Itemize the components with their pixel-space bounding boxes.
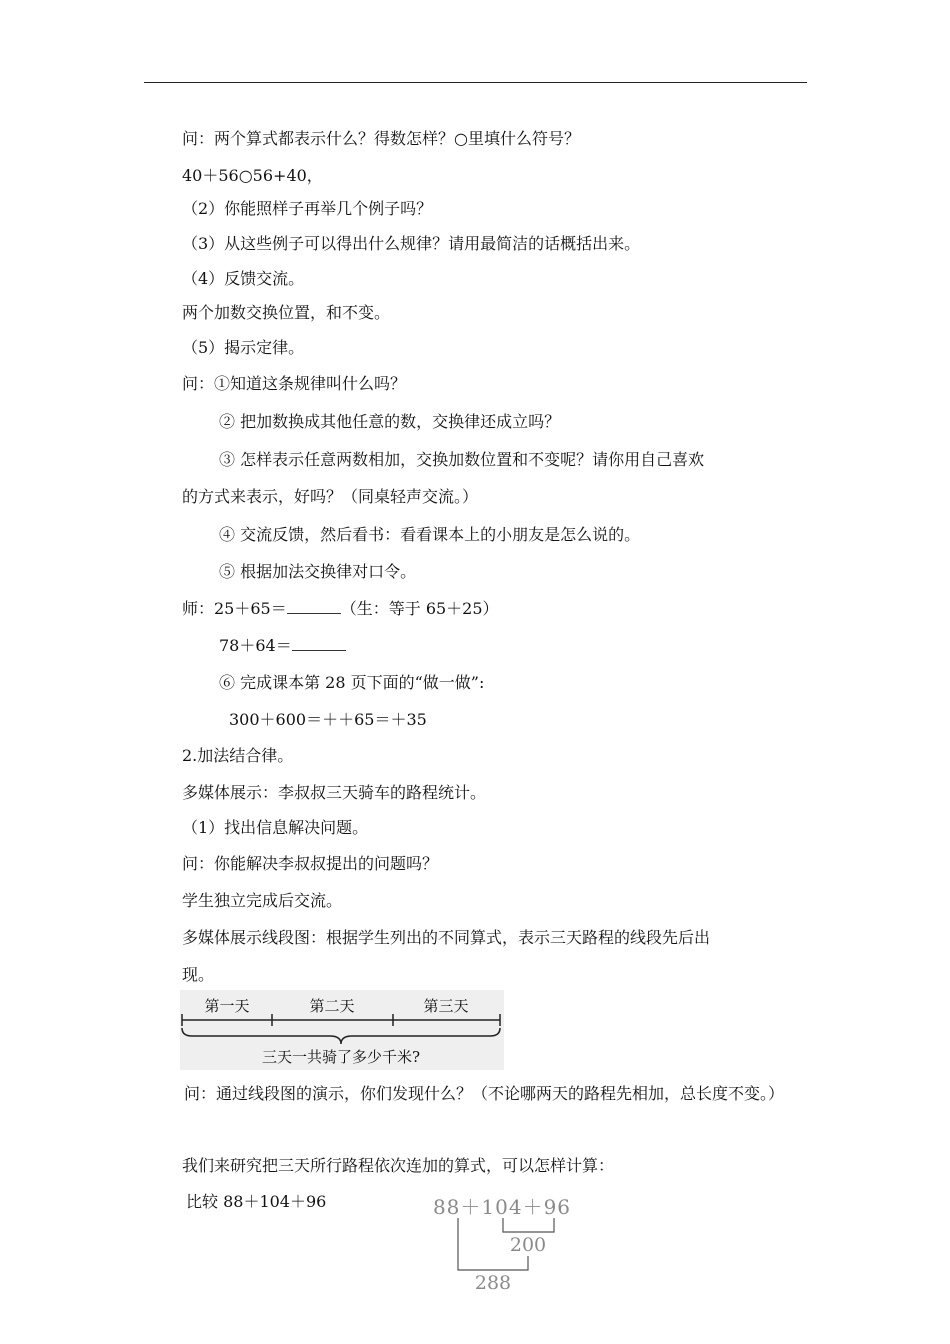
text-fragment: 不变。）: [728, 1084, 785, 1103]
text-line: 现。: [182, 965, 215, 984]
text-line: ③ 怎样表示任意两数相加，交换加数位置和不变呢？请你用自己喜欢: [219, 450, 705, 469]
segment-question: 三天一共骑了多少千米?: [261, 1048, 421, 1066]
calc-expression: 88＋104＋96: [432, 1195, 572, 1219]
text-fragment: 问：通过线段图的演示，你们发现什么？（不论哪两天的路程先相加，总长度: [184, 1084, 729, 1103]
text-line: 比较 88＋104＋96: [186, 1192, 327, 1211]
text-line: 问：你能解决李叔叔提出的问题吗？: [182, 854, 439, 873]
text-line: ④ 交流反馈，然后看书：看看课本上的小朋友是怎么说的。: [219, 525, 641, 544]
text-line: [219, 636, 346, 656]
header-rule: [144, 82, 807, 83]
text-line: ⑤ 根据加法交换律对口令。: [219, 562, 417, 581]
text-line: 问：两个算式都表示什么？得数怎样？○里填什么符号？: [182, 129, 580, 148]
text-line: [182, 599, 499, 619]
text-line: （2）你能照样子再举几个例子吗？: [182, 199, 433, 218]
text-paragraph: [144, 1076, 807, 1112]
total-sum: 288: [474, 1272, 512, 1294]
text-fragment: 师：25＋65＝: [182, 599, 287, 618]
text-line: （4）反馈交流。: [182, 269, 305, 288]
segment-diagram: [180, 990, 504, 1070]
answer-blank: [287, 599, 341, 614]
text-fragment: 78＋64＝: [219, 636, 292, 655]
text-line: 多媒体展示：李叔叔三天骑车的路程统计。: [182, 783, 487, 802]
partial-sum: 200: [509, 1234, 547, 1256]
text-line: 2.加法结合律。: [182, 746, 294, 765]
text-line: （3）从这些例子可以得出什么规律？请用最简洁的话概括出来。: [182, 234, 641, 253]
text-line: ⑥ 完成课本第 28 页下面的“做一做”:: [219, 673, 485, 692]
segment-label-day2: 第二天: [309, 997, 355, 1015]
text-line: 学生独立完成后交流。: [182, 891, 343, 910]
text-line: 多媒体展示线段图：根据学生列出的不同算式，表示三天路程的线段先后出: [182, 928, 711, 947]
text-line: 两个加数交换位置，和不变。: [182, 303, 391, 322]
text-line: 的方式来表示，好吗？（同桌轻声交流。）: [182, 487, 479, 506]
answer-blank: [292, 636, 346, 651]
segment-label-day1: 第一天: [204, 997, 250, 1015]
segment-label-day3: 第三天: [423, 997, 469, 1015]
text-line: 300＋600＝＋＋65＝＋35: [229, 710, 427, 729]
calc-diagram: [430, 1190, 580, 1294]
text-line: 我们来研究把三天所行路程依次连加的算式，可以怎样计算：: [182, 1156, 615, 1175]
partial-bracket: [503, 1218, 554, 1232]
text-line: ② 把加数换成其他任意的数，交换律还成立吗？: [219, 412, 561, 431]
text-line: （1）找出信息解决问题。: [182, 818, 369, 837]
text-line: 40＋56○56+40，: [182, 166, 323, 185]
text-line: （5）揭示定律。: [182, 338, 305, 357]
text-line: 问：①知道这条规律叫什么吗？: [182, 374, 407, 393]
text-fragment: （生：等于 65＋25）: [340, 599, 499, 618]
